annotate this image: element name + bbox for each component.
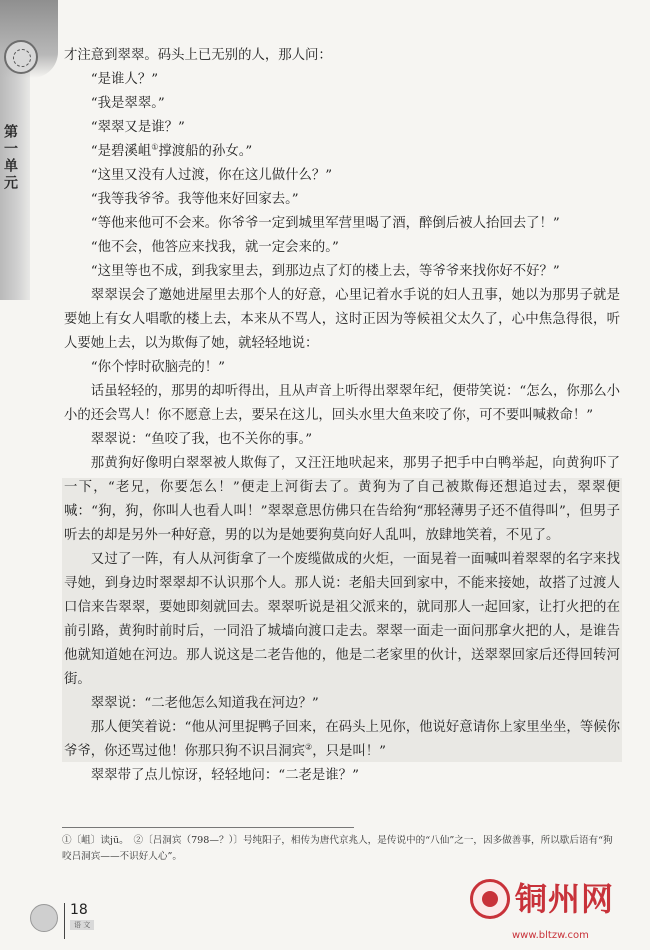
paragraph-text: “是谁人？”: [90, 72, 159, 87]
paragraph: [64, 236, 620, 260]
paragraph-text: “等他来他可不会来。你爷爷一定到城里军营里喝了酒，醉倒后被人抬回去了！”: [90, 216, 560, 231]
paragraph: [64, 260, 620, 284]
paragraph: [64, 548, 620, 692]
unit-label: 第一单元: [2, 124, 18, 192]
paragraph-text: “这里等也不成，到我家里去，到那边点了灯的楼上去，等爷爷来找你好不好？”: [90, 264, 560, 279]
watermark-title: 铜州网: [515, 880, 615, 918]
paragraph-text: “我等我爷爷。我等他来好回家去。”: [90, 192, 299, 207]
page-number-divider: [64, 903, 65, 939]
paragraph-text: 翠翠说：“鱼咬了我，也不关你的事。”: [90, 432, 313, 447]
paragraph-text: 翠翠误会了邀她进屋里去那个人的好意，心里记着水手说的妇人丑事，她以为那男子就是要她上有女人唱歌的楼上去，本来从不骂人，这时正因为等候祖父太久了，心中焦急得很，听人要她上去，以为欺侮了她，就轻轻地说：: [64, 288, 620, 351]
paragraph-text: “是碧溪岨: [90, 144, 152, 159]
paragraph-text: “他不会，他答应来找我，就一定会来的。”: [90, 240, 339, 255]
paragraph-text: 翠翠说：“二老他怎么知道我在河边？”: [90, 696, 319, 711]
paragraph: [64, 764, 620, 788]
paragraph-text: 那黄狗好像明白翠翠被人欺侮了，又汪汪地吠起来，那男子把手中白鸭举起，向黄狗吓了一下，“老兄，你要怎么！”便走上河街去了。黄狗为了自己被欺侮还想追过去，翠翠便喊：“狗，狗，你叫人也看人叫！”翠翠意思仿佛只在告给狗“那轻薄男子还不值得叫”，但男子听去的却是另外一种好意，男的以为是她要狗莫向好人乱叫，放肆地笑着，不见了。: [64, 456, 620, 543]
paragraph: [64, 356, 620, 380]
paragraph: [64, 140, 620, 164]
emblem-icon: [4, 40, 38, 74]
paragraph-text: “我是翠翠。”: [90, 96, 165, 111]
paragraph-text: 翠翠带了点儿惊讶，轻轻地问：“二老是谁？”: [90, 768, 359, 783]
paragraph: [64, 116, 620, 140]
paragraph-text: 才注意到翠翠。码头上已无别的人，那人问：: [64, 48, 332, 63]
paragraph-text: “翠翠又是谁？”: [90, 120, 185, 135]
paragraph: [64, 92, 620, 116]
paragraph-text: “这里又没有人过渡，你在这儿做什么？”: [90, 168, 333, 183]
paragraph: [64, 452, 620, 548]
paragraph-text: 又过了一阵，有人从河街拿了一个废缆做成的火炬，一面晃着一面喊叫着翠翠的名字来找寻她，到身边时翠翠却不认识那个人。那人说：老船夫回到家中，不能来接她，故搭了过渡人口信来告翠翠，要她即刻就回去。翠翠听说是祖父派来的，就同那人一起回家，让打火把的在前引路，黄狗时前时后，一同沿了城墙向渡口走去。翠翠一面走一面问那拿火把的人，是谁告他就知道她在河边。那人说这是二老告他的，他是二老家里的伙计，送翠翠回家后还得回转河街。: [64, 552, 620, 687]
paragraph-text: 话虽轻轻的，那男的却听得出，且从声音上听得出翠翠年纪，便带笑说：“怎么，你那么小小的还会骂人！你不愿意上去，要呆在这儿，回头水里大鱼来咬了你，可不要叫喊救命！”: [64, 384, 620, 423]
paragraph: [64, 164, 620, 188]
paragraph: [64, 284, 620, 356]
footnotes: [62, 833, 622, 865]
paragraph-text: “你个悖时砍脑壳的！”: [90, 360, 226, 375]
paragraph-text: 那人便笑着说：“他从河里捉鸭子回来，在码头上见你，他说好意请你上家里坐坐，等候你爷爷，你还骂过他！你那只狗不识吕洞宾: [64, 720, 620, 759]
paragraph-text: ，只是叫！”: [312, 744, 387, 759]
paragraph: [64, 212, 620, 236]
paragraph: [64, 44, 620, 68]
paragraph: [64, 716, 620, 764]
body-text: [64, 44, 620, 788]
paragraph: [64, 428, 620, 452]
paragraph: [64, 188, 620, 212]
footnote: ①〔岨〕读jū。 ②〔吕洞宾（798—？）〕号纯阳子，相传为唐代京兆人，是传说中的“八仙”之一，因多做善事，所以歇后语有“狗咬吕洞宾——不识好人心”。: [62, 835, 613, 862]
page-decoration-icon: [30, 904, 58, 932]
footnote-marker: ①: [151, 142, 159, 152]
watermark-logo-icon: [470, 879, 510, 919]
footnote-marker: ②: [305, 742, 313, 752]
paragraph: [64, 380, 620, 428]
paragraph: [64, 68, 620, 92]
paragraph: [64, 692, 620, 716]
footnote-divider: [62, 827, 354, 828]
paragraph-text: 撑渡船的孙女。”: [158, 144, 253, 159]
page-number: 18: [70, 902, 88, 918]
subject-label: 语 文: [70, 920, 94, 930]
watermark-url: www.bltzw.com: [512, 930, 589, 941]
